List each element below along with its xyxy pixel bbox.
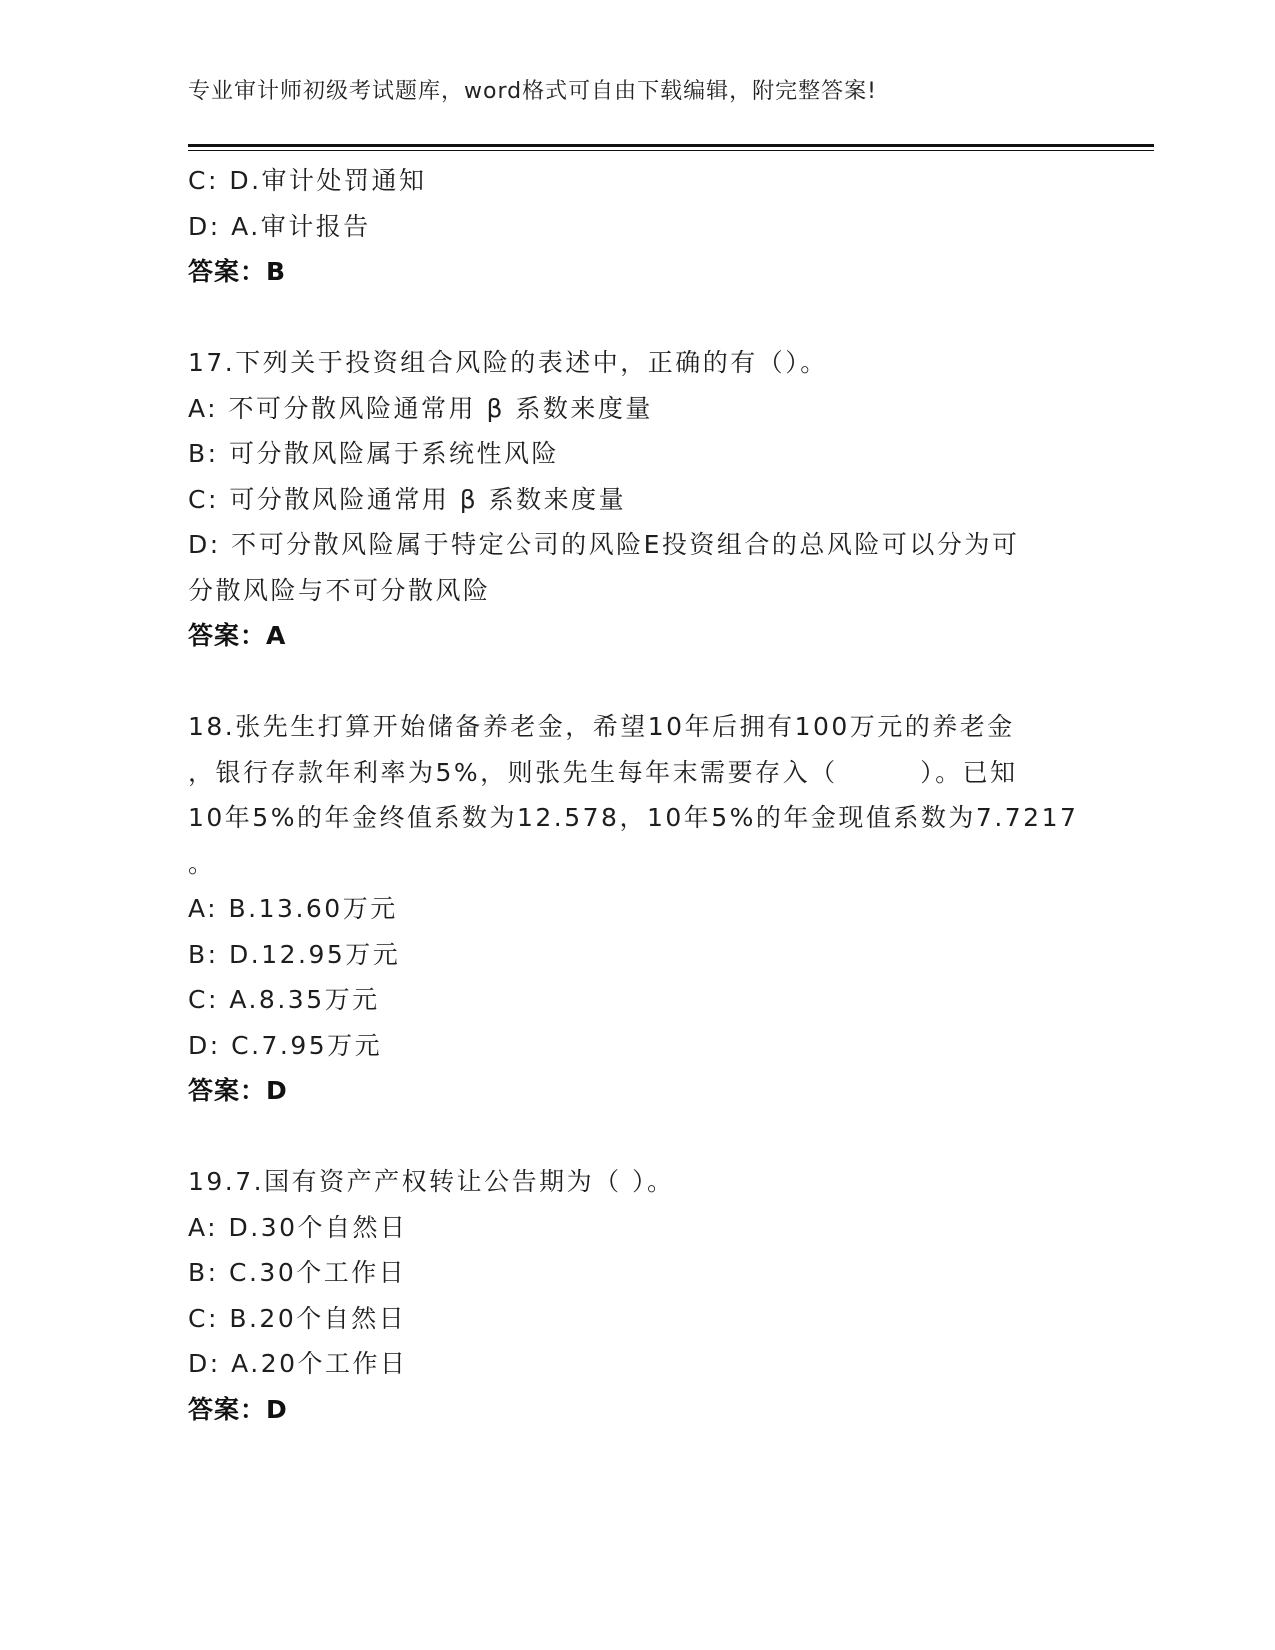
question-stem: 19.7.国有资产产权转让公告期为（ ）。 (188, 1167, 675, 1196)
spacer (188, 295, 1088, 341)
answer-line: 答案：B (188, 257, 287, 286)
previous-question-tail (188, 158, 1088, 295)
question-17 (188, 340, 1088, 659)
header-rule-thin (188, 150, 1154, 151)
spacer (188, 659, 1088, 705)
option-d: D: A.20个工作日 (188, 1349, 408, 1378)
question-19 (188, 1159, 1088, 1432)
question-content (188, 158, 1088, 1432)
option-b: B: D.12.95万元 (188, 939, 401, 969)
spacer (188, 1114, 1088, 1160)
option-b: B: C.30个工作日 (188, 1258, 407, 1287)
answer-line: 答案：D (188, 1076, 288, 1105)
option-d-continued: 分散风险与不可分散风险 (188, 575, 491, 605)
question-stem: 18.张先生打算开始储备养老金，希望10年后拥有100万元的养老金 (188, 712, 1015, 741)
option-c: C: A.8.35万元 (188, 985, 380, 1014)
option-d: D: C.7.95万元 (188, 1030, 383, 1060)
question-18 (188, 704, 1088, 1114)
question-stem-continued: 。 (188, 848, 216, 878)
option-c: C: B.20个自然日 (188, 1303, 407, 1333)
question-stem-continued: 10年5%的年金终值系数为12.578，10年5%的年金现值系数为7.7217 (188, 803, 1079, 832)
header-rule-thick (188, 144, 1154, 147)
option-d: D: A.审计报告 (188, 211, 371, 241)
option-c: C: D.审计处罚通知 (188, 166, 427, 195)
option-d: D: 不可分散风险属于特定公司的风险E投资组合的总风险可以分为可 (188, 530, 1020, 559)
option-b: B: 可分散风险属于系统性风险 (188, 439, 560, 468)
option-a: A: D.30个自然日 (188, 1212, 408, 1242)
option-a: A: 不可分散风险通常用 β 系数来度量 (188, 393, 653, 423)
question-stem-continued: ，银行存款年利率为5%，则张先生每年末需要存入（ ）。已知 (188, 757, 1018, 787)
question-stem: 17.下列关于投资组合风险的表述中，正确的有（）。 (188, 348, 828, 377)
option-a: A: B.13.60万元 (188, 894, 398, 923)
answer-line: 答案：D (188, 1394, 288, 1424)
answer-line: 答案：A (188, 621, 287, 650)
option-c: C: 可分散风险通常用 β 系数来度量 (188, 484, 627, 514)
page-header: 专业审计师初级考试题库，word格式可自由下载编辑，附完整答案! (188, 79, 877, 104)
